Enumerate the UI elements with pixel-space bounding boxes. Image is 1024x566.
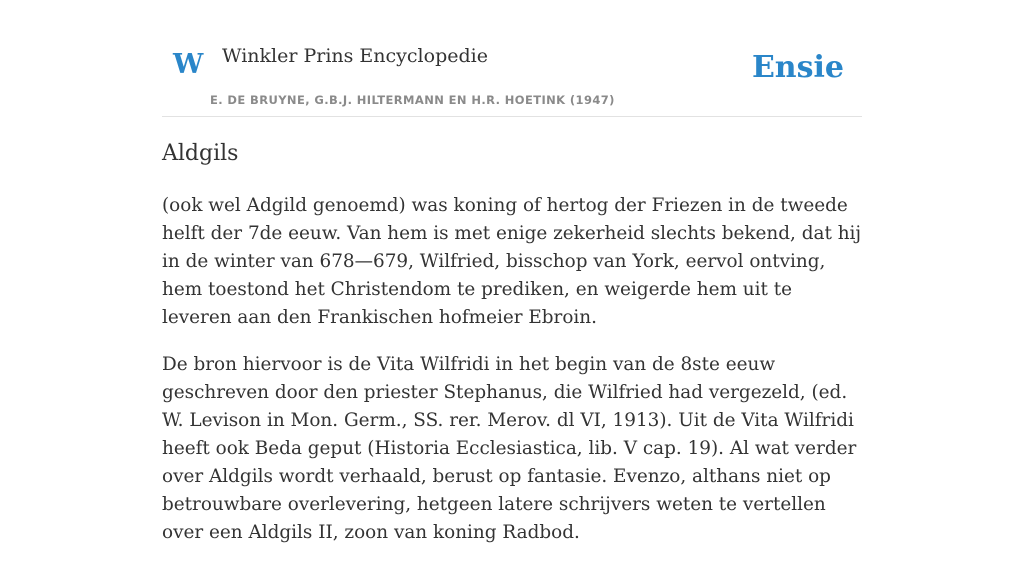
article-title: Aldgils bbox=[162, 141, 239, 166]
ensie-brand-link[interactable]: Ensie bbox=[751, 50, 844, 85]
header bbox=[162, 0, 862, 117]
article-paragraph-1: (ook wel Adgild genoemd) was koning of hertog der Friezen in de tweede helft der 7de eeuw. Van hem is met enige zekerheid slechts bekend, dat hij in de winter van 678—679, Wilfried, bisschop van York, eervol ontving, hem toestond het Christendom te prediken, en weigerde hem uit te leveren aan den Frankischen hofmeier Ebroin. bbox=[162, 195, 862, 328]
article-paragraph-2: De bron hiervoor is de Vita Wilfridi in het begin van de 8ste eeuw geschreven door den priester Stephanus, die Wilfried had vergezeld, (ed. W. Levison in Mon. Germ., SS. rer. Merov. dl VI, 1913). Uit de Vita Wilfridi heeft ook Beda geput (Historia Ecclesiastica, lib. V cap. 19). Al wat verder over Aldgils wordt verhaald, berust op fantasie. Evenzo, althans niet op betrouwbare overlevering, hetgeen latere schrijvers weten te vertellen over een Aldgils II, zoon van koning Radbod. bbox=[162, 354, 857, 543]
encyclopedia-logo[interactable]: W bbox=[173, 49, 204, 80]
encyclopedia-title[interactable]: Winkler Prins Encyclopedie bbox=[222, 45, 488, 67]
article-body bbox=[162, 192, 866, 566]
encyclopedia-authors: E. DE BRUYNE, G.B.J. HILTERMANN EN H.R. HOETINK (1947) bbox=[210, 93, 615, 107]
